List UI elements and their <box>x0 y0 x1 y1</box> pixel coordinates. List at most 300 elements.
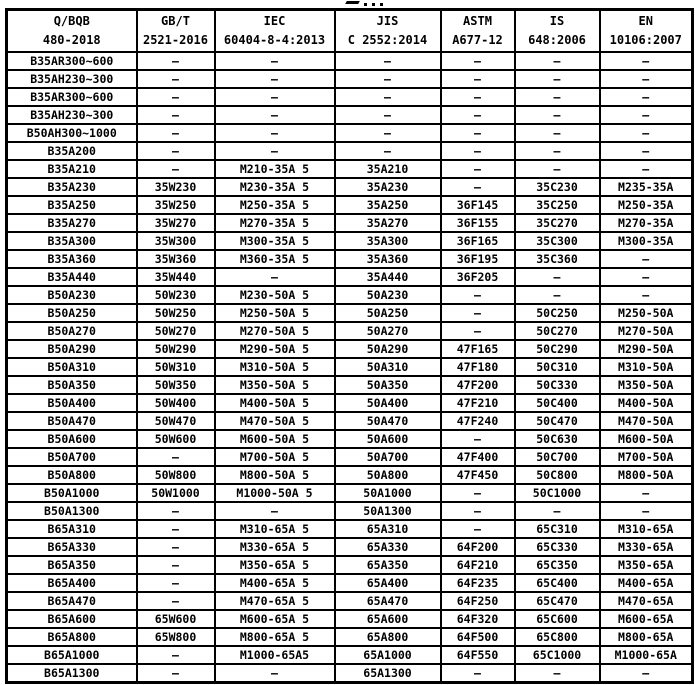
equivalent-grade-cell: M700-50A 5 <box>215 448 335 466</box>
equivalent-grade-cell: — <box>137 160 215 178</box>
equivalent-grade-cell: M230-50A 5 <box>215 286 335 304</box>
equivalent-grade-cell: M250-50A <box>600 304 693 322</box>
grade-cell: B65A1300 <box>7 664 137 683</box>
equivalent-grade-cell: M1000-50A 5 <box>215 484 335 502</box>
equivalent-grade-cell: 50W400 <box>137 394 215 412</box>
equivalent-grade-cell: 35A270 <box>335 214 441 232</box>
table-row <box>7 124 693 142</box>
column-header-jis <box>335 10 441 53</box>
table-row <box>7 250 693 268</box>
table-row <box>7 358 693 376</box>
equivalent-grade-cell: — <box>441 304 515 322</box>
equivalent-grade-cell: 50C1000 <box>515 484 600 502</box>
equivalent-grade-cell: — <box>137 52 215 70</box>
equivalent-grade-cell: — <box>137 88 215 106</box>
equivalent-grade-cell: 65C330 <box>515 538 600 556</box>
equivalent-grade-cell: M290-50A 5 <box>215 340 335 358</box>
equivalent-grade-cell: 64F210 <box>441 556 515 574</box>
equivalent-grade-cell: 36F145 <box>441 196 515 214</box>
standard-name: JIS <box>376 14 399 28</box>
equivalent-grade-cell: — <box>137 592 215 610</box>
equivalent-grade-cell: M230-35A 5 <box>215 178 335 196</box>
equivalent-grade-cell: M470-50A <box>600 412 693 430</box>
grade-cell: B35A360 <box>7 250 137 268</box>
equivalent-grade-cell: 35W250 <box>137 196 215 214</box>
table-row <box>7 502 693 520</box>
standard-name: IEC <box>263 14 286 28</box>
grade-cell: B50AH300~1000 <box>7 124 137 142</box>
equivalent-grade-cell: 50A350 <box>335 376 441 394</box>
equivalent-grade-cell: 64F235 <box>441 574 515 592</box>
equivalent-grade-cell: — <box>515 88 600 106</box>
equivalent-grade-cell: 50A400 <box>335 394 441 412</box>
equivalent-grade-cell: 36F165 <box>441 232 515 250</box>
equivalent-grade-cell: 50C270 <box>515 322 600 340</box>
equivalent-grade-cell: M470-65A <box>600 592 693 610</box>
equivalent-grade-cell: — <box>137 646 215 664</box>
equivalent-grade-cell: M270-35A <box>600 214 693 232</box>
equivalent-grade-cell: 65C1000 <box>515 646 600 664</box>
grade-cell: B50A600 <box>7 430 137 448</box>
equivalent-grade-cell: — <box>137 538 215 556</box>
column-header-gbt <box>137 10 215 53</box>
grade-cell: B65A330 <box>7 538 137 556</box>
equivalent-grade-cell: M1000-65A5 <box>215 646 335 664</box>
table-row <box>7 304 693 322</box>
equivalent-grade-cell: 35W270 <box>137 214 215 232</box>
standard-number: C 2552:2014 <box>347 33 428 47</box>
equivalent-grade-cell: M270-50A 5 <box>215 322 335 340</box>
equivalent-grade-cell: 35W440 <box>137 268 215 286</box>
equivalent-grade-cell: 50W290 <box>137 340 215 358</box>
grade-cell: B65A350 <box>7 556 137 574</box>
equivalent-grade-cell: — <box>441 664 515 683</box>
equivalent-grade-cell: — <box>515 124 600 142</box>
equivalent-grade-cell: 35A210 <box>335 160 441 178</box>
equivalent-grade-cell: — <box>215 268 335 286</box>
table-row <box>7 610 693 628</box>
equivalent-grade-cell: M270-35A 5 <box>215 214 335 232</box>
standard-number: 10106:2007 <box>609 33 682 47</box>
equivalent-grade-cell: 65A1000 <box>335 646 441 664</box>
table-row <box>7 556 693 574</box>
equivalent-grade-cell: — <box>137 448 215 466</box>
equivalent-grade-cell: — <box>441 286 515 304</box>
equivalent-grade-cell: — <box>137 574 215 592</box>
equivalent-grade-cell: M600-65A <box>600 610 693 628</box>
equivalent-grade-cell: 50C400 <box>515 394 600 412</box>
table-row <box>7 520 693 538</box>
header-row <box>7 10 693 53</box>
equivalent-grade-cell: — <box>335 52 441 70</box>
equivalent-grade-cell: 35A250 <box>335 196 441 214</box>
equivalent-grade-cell: — <box>441 52 515 70</box>
equivalent-grade-cell: 35W300 <box>137 232 215 250</box>
equivalent-grade-cell: — <box>515 160 600 178</box>
equivalent-grade-cell: M360-35A 5 <box>215 250 335 268</box>
equivalent-grade-cell: — <box>600 484 693 502</box>
grade-cell: B35A230 <box>7 178 137 196</box>
equivalent-grade-cell: 65A470 <box>335 592 441 610</box>
equivalent-grade-cell: — <box>215 52 335 70</box>
equivalent-grade-cell: M330-65A 5 <box>215 538 335 556</box>
equivalent-grade-cell: M250-35A <box>600 196 693 214</box>
equivalent-grade-cell: — <box>441 70 515 88</box>
equivalent-grade-cell: — <box>441 88 515 106</box>
equivalent-grade-cell: — <box>600 502 693 520</box>
equivalent-grade-cell: — <box>600 268 693 286</box>
equivalent-grade-cell: 50W270 <box>137 322 215 340</box>
caption-stroke <box>372 3 375 6</box>
equivalent-grade-cell: 35C270 <box>515 214 600 232</box>
equivalent-grade-cell: 65A400 <box>335 574 441 592</box>
equivalent-grade-cell: M600-50A 5 <box>215 430 335 448</box>
equivalent-grade-cell: M310-65A <box>600 520 693 538</box>
grade-cell: B35A210 <box>7 160 137 178</box>
equivalent-grade-cell: 50W350 <box>137 376 215 394</box>
equivalent-grade-cell: 50C290 <box>515 340 600 358</box>
equivalent-grade-cell: — <box>441 322 515 340</box>
table-row <box>7 448 693 466</box>
equivalent-grade-cell: 50A470 <box>335 412 441 430</box>
table-row <box>7 160 693 178</box>
equivalent-grade-cell: 47F450 <box>441 466 515 484</box>
grade-cell: B50A270 <box>7 322 137 340</box>
standard-number: 2521-2016 <box>142 33 209 47</box>
table-row <box>7 340 693 358</box>
equivalent-grade-cell: — <box>441 178 515 196</box>
equivalent-grade-cell: 64F320 <box>441 610 515 628</box>
caption-stroke <box>364 3 367 6</box>
grade-cell: B50A1300 <box>7 502 137 520</box>
equivalent-grade-cell: 47F165 <box>441 340 515 358</box>
equivalent-grade-cell: M350-50A <box>600 376 693 394</box>
equivalent-grade-cell: — <box>137 556 215 574</box>
grade-cell: B35A440 <box>7 268 137 286</box>
equivalent-grade-cell: M350-65A 5 <box>215 556 335 574</box>
equivalent-grade-cell: M800-50A <box>600 466 693 484</box>
equivalent-grade-cell: M300-35A 5 <box>215 232 335 250</box>
equivalent-grade-cell: — <box>137 142 215 160</box>
equivalent-grade-cell: — <box>515 142 600 160</box>
table-row <box>7 142 693 160</box>
grade-cell: B65A400 <box>7 574 137 592</box>
grade-cell: B50A800 <box>7 466 137 484</box>
standard-number: 480-2018 <box>42 33 101 47</box>
equivalent-grade-cell: 50C330 <box>515 376 600 394</box>
table-row <box>7 88 693 106</box>
equivalent-grade-cell: — <box>515 268 600 286</box>
equivalent-grade-cell: — <box>600 88 693 106</box>
table-row <box>7 466 693 484</box>
equivalent-grade-cell: 50A230 <box>335 286 441 304</box>
grade-cell: B50A470 <box>7 412 137 430</box>
equivalent-grade-cell: — <box>515 502 600 520</box>
equivalent-grade-cell: — <box>600 286 693 304</box>
equivalent-grade-cell: 64F200 <box>441 538 515 556</box>
table-row <box>7 628 693 646</box>
standard-number: A677-12 <box>452 33 503 47</box>
equivalent-grade-cell: 35A360 <box>335 250 441 268</box>
table-row <box>7 268 693 286</box>
equivalent-grade-cell: M350-65A <box>600 556 693 574</box>
equivalent-grade-cell: — <box>600 52 693 70</box>
equivalent-grade-cell: 65C310 <box>515 520 600 538</box>
equivalent-grade-cell: 35C300 <box>515 232 600 250</box>
equivalent-grade-cell: 50C700 <box>515 448 600 466</box>
equivalent-grade-cell: — <box>137 70 215 88</box>
standard-number: 60404-8-4:2013 <box>223 33 326 47</box>
equivalent-grade-cell: — <box>137 502 215 520</box>
grade-cell: B50A700 <box>7 448 137 466</box>
grade-cell: B50A400 <box>7 394 137 412</box>
grade-cell: B65A600 <box>7 610 137 628</box>
equivalent-grade-cell: — <box>137 106 215 124</box>
equivalent-grade-cell: — <box>441 106 515 124</box>
table-row <box>7 70 693 88</box>
equivalent-grade-cell: 47F400 <box>441 448 515 466</box>
equivalent-grade-cell: M1000-65A <box>600 646 693 664</box>
table-row <box>7 106 693 124</box>
grade-cell: B50A1000 <box>7 484 137 502</box>
column-header-astm <box>441 10 515 53</box>
equivalent-grade-cell: — <box>335 70 441 88</box>
grade-cell: B50A290 <box>7 340 137 358</box>
equivalent-grade-cell: — <box>441 520 515 538</box>
equivalent-grade-cell: M270-50A <box>600 322 693 340</box>
equivalent-grade-cell: M400-50A <box>600 394 693 412</box>
equivalent-grade-cell: — <box>215 70 335 88</box>
grade-cell: B35AR300~600 <box>7 52 137 70</box>
equivalent-grade-cell: M600-50A <box>600 430 693 448</box>
equivalent-grade-cell: 65A330 <box>335 538 441 556</box>
equivalent-grade-cell: — <box>335 142 441 160</box>
column-header-qbqb <box>7 10 137 53</box>
equivalent-grade-cell: 50A310 <box>335 358 441 376</box>
table-body <box>7 52 693 683</box>
equivalent-grade-cell: 65C800 <box>515 628 600 646</box>
equivalent-grade-cell: — <box>600 106 693 124</box>
equivalent-grade-cell: 50A800 <box>335 466 441 484</box>
equivalent-grade-cell: — <box>515 286 600 304</box>
equivalent-grade-cell: M800-65A 5 <box>215 628 335 646</box>
equivalent-grade-cell: — <box>215 142 335 160</box>
table-row <box>7 178 693 196</box>
equivalent-grade-cell: — <box>600 160 693 178</box>
equivalent-grade-cell: 35A230 <box>335 178 441 196</box>
equivalent-grade-cell: 65W800 <box>137 628 215 646</box>
equivalent-grade-cell: 35C250 <box>515 196 600 214</box>
equivalent-grade-cell: 50C630 <box>515 430 600 448</box>
standard-name: EN <box>638 14 653 28</box>
equivalent-grade-cell: 35C230 <box>515 178 600 196</box>
table-header <box>7 10 693 53</box>
table-row <box>7 376 693 394</box>
equivalent-grade-cell: 64F500 <box>441 628 515 646</box>
equivalent-grade-cell: — <box>515 52 600 70</box>
equivalent-grade-cell: 50A600 <box>335 430 441 448</box>
grade-cell: B50A310 <box>7 358 137 376</box>
equivalent-grade-cell: 50W230 <box>137 286 215 304</box>
equivalent-grade-cell: — <box>335 88 441 106</box>
equivalent-grade-cell: — <box>137 124 215 142</box>
table-row <box>7 646 693 664</box>
grade-cell: B65A310 <box>7 520 137 538</box>
equivalent-grade-cell: 50W310 <box>137 358 215 376</box>
equivalent-grade-cell: — <box>441 502 515 520</box>
equivalent-grade-cell: 65A1300 <box>335 664 441 683</box>
equivalent-grade-cell: M350-50A 5 <box>215 376 335 394</box>
equivalent-grade-cell: 50A270 <box>335 322 441 340</box>
table-row <box>7 196 693 214</box>
equivalent-grade-cell: — <box>215 664 335 683</box>
equivalent-grade-cell: 36F205 <box>441 268 515 286</box>
grade-cell: B35A200 <box>7 142 137 160</box>
equivalent-grade-cell: 50A1000 <box>335 484 441 502</box>
equivalent-grade-cell: 65C600 <box>515 610 600 628</box>
equivalent-grade-cell: 50W600 <box>137 430 215 448</box>
table-row <box>7 52 693 70</box>
equivalent-grade-cell: — <box>600 664 693 683</box>
equivalent-grade-cell: M700-50A <box>600 448 693 466</box>
equivalent-grade-cell: 65A310 <box>335 520 441 538</box>
clipped-caption-fragment <box>0 0 695 8</box>
equivalent-grade-cell: — <box>441 124 515 142</box>
table-row <box>7 394 693 412</box>
equivalent-grade-cell: M250-35A 5 <box>215 196 335 214</box>
equivalent-grade-cell: — <box>515 664 600 683</box>
grade-cell: B35AH230~300 <box>7 70 137 88</box>
column-header-is <box>515 10 600 53</box>
equivalent-grade-cell: 50C800 <box>515 466 600 484</box>
table-row <box>7 214 693 232</box>
equivalent-grade-cell: 35A440 <box>335 268 441 286</box>
grade-cell: B50A230 <box>7 286 137 304</box>
standard-number: 648:2006 <box>528 33 586 47</box>
equivalent-grade-cell: M400-65A 5 <box>215 574 335 592</box>
caption-stroke <box>345 1 360 4</box>
equivalent-grade-cell: M800-65A <box>600 628 693 646</box>
equivalent-grade-cell: 35W230 <box>137 178 215 196</box>
equivalent-grade-cell: M310-50A <box>600 358 693 376</box>
equivalent-grade-cell: 65A800 <box>335 628 441 646</box>
equivalent-grade-cell: M800-50A 5 <box>215 466 335 484</box>
equivalent-grade-cell: 50A700 <box>335 448 441 466</box>
equivalent-grade-cell: — <box>515 70 600 88</box>
equivalent-grade-cell: 65A350 <box>335 556 441 574</box>
table-row <box>7 538 693 556</box>
grade-cell: B50A250 <box>7 304 137 322</box>
equivalent-grade-cell: 50C310 <box>515 358 600 376</box>
equivalent-grade-cell: 65C350 <box>515 556 600 574</box>
equivalent-grade-cell: 47F240 <box>441 412 515 430</box>
equivalent-grade-cell: 47F210 <box>441 394 515 412</box>
equivalent-grade-cell: M300-35A <box>600 232 693 250</box>
grade-cell: B35A300 <box>7 232 137 250</box>
equivalent-grade-cell: M330-65A <box>600 538 693 556</box>
table-row <box>7 412 693 430</box>
equivalent-grade-cell: 50W470 <box>137 412 215 430</box>
table-row <box>7 592 693 610</box>
table-row <box>7 286 693 304</box>
equivalent-grade-cell: M400-50A 5 <box>215 394 335 412</box>
equivalent-grade-cell: — <box>600 70 693 88</box>
equivalent-grade-cell: 50A290 <box>335 340 441 358</box>
table-row <box>7 232 693 250</box>
caption-stroke <box>380 3 383 6</box>
equivalent-grade-cell: 64F250 <box>441 592 515 610</box>
equivalent-grade-cell: M470-50A 5 <box>215 412 335 430</box>
equivalent-grade-cell: 50W1000 <box>137 484 215 502</box>
grade-cell: B65A1000 <box>7 646 137 664</box>
grade-cell: B35A270 <box>7 214 137 232</box>
equivalent-grade-cell: — <box>215 88 335 106</box>
equivalent-grade-cell: 35C360 <box>515 250 600 268</box>
equivalent-grade-cell: — <box>600 250 693 268</box>
equivalent-grade-cell: — <box>441 484 515 502</box>
standard-name: ASTM <box>463 14 492 28</box>
equivalent-grade-cell: 47F200 <box>441 376 515 394</box>
equivalent-grade-cell: M400-65A <box>600 574 693 592</box>
equivalent-grade-cell: M310-50A 5 <box>215 358 335 376</box>
equivalent-grade-cell: 65C400 <box>515 574 600 592</box>
equivalent-grade-cell: M210-35A 5 <box>215 160 335 178</box>
equivalent-grade-cell: — <box>600 142 693 160</box>
table-row <box>7 430 693 448</box>
standard-name: IS <box>549 14 565 28</box>
equivalent-grade-cell: M235-35A <box>600 178 693 196</box>
equivalent-grade-cell: 36F195 <box>441 250 515 268</box>
equivalent-grade-cell: 65C470 <box>515 592 600 610</box>
table-row <box>7 322 693 340</box>
equivalent-grade-cell: 35W360 <box>137 250 215 268</box>
equivalent-grade-cell: — <box>215 124 335 142</box>
equivalent-grade-cell: 50W800 <box>137 466 215 484</box>
equivalent-grade-cell: — <box>441 142 515 160</box>
standard-name: Q/BQB <box>53 14 90 28</box>
table-row <box>7 574 693 592</box>
equivalent-grade-cell: — <box>600 124 693 142</box>
table-row <box>7 484 693 502</box>
equivalent-grade-cell: — <box>137 520 215 538</box>
equivalent-grade-cell: — <box>215 106 335 124</box>
equivalent-grade-cell: 50A250 <box>335 304 441 322</box>
grade-cell: B35A250 <box>7 196 137 214</box>
column-header-iec <box>215 10 335 53</box>
equivalent-grade-cell: 47F180 <box>441 358 515 376</box>
standards-cross-reference-table <box>5 8 694 684</box>
equivalent-grade-cell: 65A600 <box>335 610 441 628</box>
equivalent-grade-cell: 65W600 <box>137 610 215 628</box>
equivalent-grade-cell: — <box>441 160 515 178</box>
equivalent-grade-cell: 50W250 <box>137 304 215 322</box>
equivalent-grade-cell: M290-50A <box>600 340 693 358</box>
equivalent-grade-cell: M310-65A 5 <box>215 520 335 538</box>
equivalent-grade-cell: 50C250 <box>515 304 600 322</box>
table-row <box>7 664 693 683</box>
grade-cell: B35AH230~300 <box>7 106 137 124</box>
grade-cell: B65A800 <box>7 628 137 646</box>
equivalent-grade-cell: — <box>441 430 515 448</box>
grade-cell: B65A470 <box>7 592 137 610</box>
equivalent-grade-cell: 36F155 <box>441 214 515 232</box>
grade-cell: B50A350 <box>7 376 137 394</box>
equivalent-grade-cell: 50C470 <box>515 412 600 430</box>
grade-cell: B35AR300~600 <box>7 88 137 106</box>
equivalent-grade-cell: 50A1300 <box>335 502 441 520</box>
equivalent-grade-cell: M600-65A 5 <box>215 610 335 628</box>
equivalent-grade-cell: — <box>215 502 335 520</box>
